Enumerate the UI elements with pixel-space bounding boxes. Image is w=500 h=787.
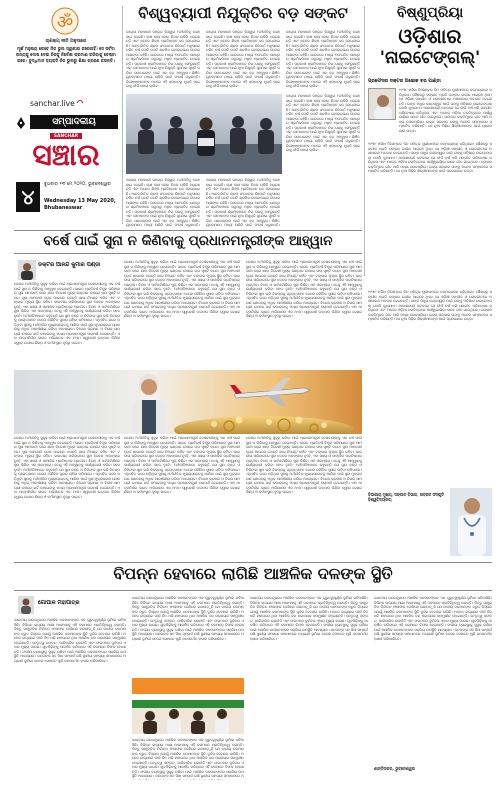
bottom-story-photo bbox=[132, 678, 244, 734]
column-divider bbox=[364, 6, 365, 276]
headline-rule bbox=[14, 562, 492, 563]
side-story-headline-line2: 'ନାଇଟେଙ୍ଗଲ୍' bbox=[379, 48, 481, 68]
main-story-photo bbox=[14, 370, 362, 434]
date-english: Wednesday 13 May 2020, Bhubaneswar bbox=[44, 198, 116, 211]
page-number: ୪ bbox=[16, 182, 40, 212]
top-story-text-col: କରୋନା ମହାମାରୀ ସମଗ୍ର ବିଶ୍ୱର ଅର୍ଥନୀତିକୁ ଦୋହଲାଇ ଦେଇଛି। ଲକ୍ଷ ଲକ୍ଷ ଲୋକ ନିଜର ଚାକିରି ହରାଇଛନ୍ତି ଏବଂ ଅନେକ ଶିଳ୍ପ ପ୍ରତିଷ୍ଠାନ ବନ୍ଦ ହୋଇଯାଇଛି। ଆନ୍ତର୍ଜାତିକ ଶ୍ରମ ସଂଗଠନର ରିପୋର୍ଟ ଅନୁସାରେ ଚଳିତ ବର୍ଷ କୋଟି କୋଟି ଶ୍ରମିକ ବେରୋଜଗାର ହେବାର ଆଶଙ୍କା ରହିଛି। ଭାରତରେ ମଧ୍ୟ ଅସଂଗଠିତ କ୍ଷେତ୍ରର ଶ୍ରମିକମାନେ ସବୁଠାରୁ ଅଧିକ ପ୍ରଭାବିତ ହୋଇଛନ୍ତି। ପ୍ରବାସୀ ଶ୍ରମିକମାନେ ନିଜ ଘରକୁ ଫେରୁଛନ୍ତି ଏବଂ ସେମାନଙ୍କ ପାଇଁ ନୂଆ ନିଯୁକ୍ତି ସୁଯୋଗ ସୃଷ୍ଟି କରିବା ସରକାରଙ୍କ ପାଇଁ ଏକ ବଡ଼ ଆହ୍ୱାନ। ଶିକ୍ଷିତ ଯୁବକମାନେ ମଧ୍ୟ ଚାକିରି ପାଇଁ ସଂଘର୍ଷ କରୁଛନ୍ତି। ବିଶେଷଜ୍ଞମାନଙ୍କ ମତରେ ଏହି ସଙ୍କଟରୁ ମୁକ୍ତି ପାଇବାକୁ ଦୀର୍ଘ ସମୟ ଲାଗିବ। bbox=[126, 30, 200, 88]
top-story bbox=[126, 6, 360, 228]
bottom-story-text-col: ଭାରତୀୟ ଗଣତନ୍ତ୍ରରେ ଆଞ୍ଚଳିକ ଦଳମାନଙ୍କର ଏକ ଗୁରୁତ୍ୱପୂର୍ଣ୍ଣ ଭୂମିକା ରହିଆସିଛି। ବିଭିନ୍ନ ରାଜ୍ୟର ଆଶା ଆକାଂକ୍ଷାକୁ ଏହି ଦଳମାନେ ପ୍ରତିନିଧିତ୍ୱ କରନ୍ତି। କିନ୍ତୁ ସାମ୍ପ୍ରତିକ ନିର୍ବାଚନ ଫଳାଫଳ ଦେଖିଲେ ଜଣାପଡ଼ୁଛି ଯେ ଜାତୀୟ ଦଳମାନଙ୍କ ଦ୍ରୁତ ବିସ୍ତାର ଯୋଗୁଁ ଆଞ୍ଚଳିକ ଦଳମାନଙ୍କ ସ୍ଥିତି ଦୁର୍ବଳ ହେବାରେ ଲାଗିଛି। ଅନେକ ରାଜ୍ୟରେ ଦୀର୍ଘ ଦିନ ଧରି କ୍ଷମତାରେ ଥିବା ଆଞ୍ଚଳିକ ଦଳ ପରାଜୟର ସମ୍ମୁଖୀନ ହୋଇଛନ୍ତି। ନେତୃତ୍ୱ ସଙ୍କଟ, ପାରିବାରିକ ରାଜନୀତି ଏବଂ ସଂଗଠନର ଦୁର୍ବଳତା ଏହାର ମୁଖ୍ୟ କାରଣ। ଯୁବପିଢ଼ିଙ୍କୁ ଆକର୍ଷିତ କରିବାରେ ଏହି ଦଳମାନେ ବିଫଳ ହେଉଛନ୍ତି। ସଂଘୀୟ ବ୍ୟବସ୍ଥାକୁ ସୁଦୃଢ଼ ରଖିବା ପାଇଁ ଆଞ୍ଚଳିକ ଦଳମାନଙ୍କର ସକ୍ରିୟ ଉପସ୍ଥିତି ଆବଶ୍ୟକ। ଜନତାଙ୍କ ସହ ସିଧା ସମ୍ପର୍କ ରଖି ସ୍ଥାନୀୟ ସମସ୍ୟା ସମାଧାନରେ ଅଗ୍ରଣୀ ଭୂମିକା ନେଲେ ସେମାନେ ପୁଣି ଜନସମର୍ଥନ ହାସଲ କରିପାରିବେ। bbox=[374, 596, 492, 641]
side-story-text: ୧୯୩୯ ମସିହା ଡିସେମ୍ବର ଦିନ ପବିତ୍ର ପୁରୀଧାମରେ ଜନ୍ମଗ୍ରହଣ କରିଥିଲେ। ଶୈଶବରୁ ସଙ୍ଗୀତ ପ୍ରତି ତାଙ୍କର ଗଭୀର ଆଗ୍ରହ ଥିଲା। ସେ ଓଡ଼ିଶୀ ସଙ୍ଗୀତ ଓ ଲୋକଗୀତରେ ଅସାଧାରଣ ଅବଦାନ ଦେଇଛନ୍ତି। ତାଙ୍କ ମଧୁର କଣ୍ଠସ୍ୱର ପାଇଁ ତାଙ୍କୁ ଓଡ଼ିଶାର ନାଇଟେଙ୍ଗଲ୍ ବୋଲି କୁହାଯାଏ। ଆକାଶବାଣୀ କଟକରେ ସେ ଦୀର୍ଘ ବର୍ଷ ଧରି ସଙ୍ଗୀତ ପରିବେଷଣ କରିଥିଲେ ଏବଂ ଅନେକ ଓଡ଼ିଆ ଚଳଚ୍ଚିତ୍ରରେ ପାର୍ଶ୍ୱଗାୟିକା ଭାବେ ଗୀତ ଗାଇଥିଲେ। ତାଙ୍କର ଭକ୍ତିମୂଳକ ଗୀତ ଆଜି ମଧ୍ୟ ଲୋକପ୍ରିୟ। ରାଜ୍ୟ ସରକାର ତାଙ୍କୁ ଅନେକ ସମ୍ମାନରେ ସମ୍ମାନିତ କରିଛନ୍ତି। ସେ ନୂଆ ପିଢ଼ିର ଶିଳ୍ପୀମାନଙ୍କ ପାଇଁ ପ୍ରେରଣାର ଉତ୍ସ। bbox=[368, 290, 492, 321]
quote-text: ମୂର୍ଖ ମନୁଷ୍ୟ କେବେ ନିଜ ଭୁଲ ସ୍ୱୀକାର କରେନାହିଁ। ସେ ସର୍ବଦା ଅନ୍ୟକୁ ଦୋଷ ଦେଇ ନିଜକୁ ନିର୍ଦ୍ଦୋଷ ପ୍ରମାଣ କରିବାକୁ ଚେଷ୍ଟା କରେ। ବୁଦ୍ଧିମାନ ବ୍ୟକ୍ତି ନିଜ ଭୁଲରୁ ଶିକ୍ଷା ଗ୍ରହଣ କରନ୍ତି। bbox=[16, 46, 116, 63]
side-story-footer: ବିଭାଗୀୟ ମୁଖ୍ୟ, ସଙ୍ଗୀତ ବିଭାଗ, ଉତ୍କଳ ସଂସ୍କୃତି ବିଶ୍ୱବିଦ୍ୟାଳୟ bbox=[368, 492, 444, 502]
date-odia: ବୁଧବାର ୧୩ ମେ ୨୦୨୦, ଭୁବନେଶ୍ୱର bbox=[44, 182, 111, 187]
side-story bbox=[368, 6, 492, 286]
bottom-story-footer: ଶାନ୍ତିନଗର, ଭୁବନେଶ୍ୱର bbox=[374, 766, 415, 771]
column-divider bbox=[122, 6, 123, 224]
main-story-text-col: ଦେଶର ଅର୍ଥନୀତିକୁ ସୁଦୃଢ଼ କରିବା ପାଇଁ ପ୍ରଧାନମନ୍ତ୍ରୀ ଦେଶବାସୀଙ୍କୁ ଏକ ବର୍ଷ ପାଇଁ ସୁନା ନ କିଣିବାକୁ ଆହ୍ୱାନ ଦେଇଛନ୍ତି। ଭାରତ ପ୍ରତିବର୍ଷ ବିପୁଳ ପରିମାଣର ସୁନା ଆମଦାନୀ କରେ ଯାହା ବିଦେଶୀ ମୁଦ୍ରା ଭଣ୍ଡାର ଉପରେ ଚାପ ସୃଷ୍ଟି କରେ। ସୁନା ଆମଦାନୀ ହ୍ରାସ ପାଇଲେ ଚଳନ୍ତି ଖାତା ନିଅଣ୍ଟ କମିବ ଏବଂ ଟଙ୍କାର ମୂଲ୍ୟ ସ୍ଥିର ରହିବ। ଭାରତୀୟ ପରିବାରରେ ସୁନା କେବଳ ଅଳଙ୍କାର ନୁହେଁ, ଏହା ସଞ୍ଚୟ ଓ ସାମାଜିକ ପ୍ରତିଷ୍ଠାର ପ୍ରତୀକ। ବିବାହ ଓ ପର୍ବପର୍ବାଣିରେ ସୁନା କିଣିବା ଏକ ପରମ୍ପରା। ତେଣୁ ଏହି ଆହ୍ୱାନକୁ କାର୍ଯ୍ୟକାରୀ କରିବା ସହଜ ନୁହେଁ। ଅର୍ଥନୀତିଜ୍ଞମାନେ କହୁଛନ୍ତି ଯେ ସୁନା ବଣ୍ଡ ଓ ଡିଜିଟାଲ ସୁନା ଭଳି ବିକଳ୍ପକୁ ପ୍ରୋତ୍ସାହନ ଦେଲେ ଭୌତିକ ସୁନାର ଚାହିଦା କମିପାରେ। ଏଥିସହିତ ଘରେ ପଡ଼ିଥିବା ସୁନାକୁ ଅର୍ଥନୀତିର ମୁଖ୍ୟସ୍ରୋତକୁ ଆଣିବା ପାଇଁ ସୁନା ମୁଦ୍ରାକରଣ ଯୋଜନାକୁ ଅଧିକ ଆକର୍ଷଣୀୟ କରିବା ଆବଶ୍ୟକ। ବିଦେଶ ଭ୍ରମଣ ଓ ବିଳାସ ସାମଗ୍ରୀ ଉପରେ ଖର୍ଚ୍ଚ କମାଇବାକୁ ମଧ୍ୟ ପ୍ରଧାନମନ୍ତ୍ରୀ ପରାମର୍ଶ ଦେଇଛନ୍ତି। ଏହା ଆତ୍ମନିର୍ଭର ଭାରତ ଅଭିଯାନର ଏକ ଅଂଶ। ସ୍ୱଦେଶୀ ଉତ୍ପାଦ କିଣିବା ଦ୍ୱାରା ଦେଶର ଶିଳ୍ପ ଓ କର୍ମସଂସ୍ଥାନ ବୃଦ୍ଧି ପାଇବ। bbox=[14, 436, 120, 499]
side-story-kicker: ବିଷ୍ଣୁପ୍ରିୟା bbox=[396, 5, 464, 21]
side-story-portrait bbox=[368, 88, 396, 120]
main-story-text-col: ଦେଶର ଅର୍ଥନୀତିକୁ ସୁଦୃଢ଼ କରିବା ପାଇଁ ପ୍ରଧାନମନ୍ତ୍ରୀ ଦେଶବାସୀଙ୍କୁ ଏକ ବର୍ଷ ପାଇଁ ସୁନା ନ କିଣିବାକୁ ଆହ୍ୱାନ ଦେଇଛନ୍ତି। ଭାରତ ପ୍ରତିବର୍ଷ ବିପୁଳ ପରିମାଣର ସୁନା ଆମଦାନୀ କରେ ଯାହା ବିଦେଶୀ ମୁଦ୍ରା ଭଣ୍ଡାର ଉପରେ ଚାପ ସୃଷ୍ଟି କରେ। ସୁନା ଆମଦାନୀ ହ୍ରାସ ପାଇଲେ ଚଳନ୍ତି ଖାତା ନିଅଣ୍ଟ କମିବ ଏବଂ ଟଙ୍କାର ମୂଲ୍ୟ ସ୍ଥିର ରହିବ। ଭାରତୀୟ ପରିବାରରେ ସୁନା କେବଳ ଅଳଙ୍କାର ନୁହେଁ, ଏହା ସଞ୍ଚୟ ଓ ସାମାଜିକ ପ୍ରତିଷ୍ଠାର ପ୍ରତୀକ। ବିବାହ ଓ ପର୍ବପର୍ବାଣିରେ ସୁନା କିଣିବା ଏକ ପରମ୍ପରା। ତେଣୁ ଏହି ଆହ୍ୱାନକୁ କାର୍ଯ୍ୟକାରୀ କରିବା ସହଜ ନୁହେଁ। ଅର୍ଥନୀତିଜ୍ଞମାନେ କହୁଛନ୍ତି ଯେ ସୁନା ବଣ୍ଡ ଓ ଡିଜିଟାଲ ସୁନା ଭଳି ବିକଳ୍ପକୁ ପ୍ରୋତ୍ସାହନ ଦେଲେ ଭୌତିକ ସୁନାର ଚାହିଦା କମିପାରେ। ଏଥିସହିତ ଘରେ ପଡ଼ିଥିବା ସୁନାକୁ ଅର୍ଥନୀତିର ମୁଖ୍ୟସ୍ରୋତକୁ ଆଣିବା ପାଇଁ ସୁନା ମୁଦ୍ରାକରଣ ଯୋଜନାକୁ ଅଧିକ ଆକର୍ଷଣୀୟ କରିବା ଆବଶ୍ୟକ। ବିଦେଶ ଭ୍ରମଣ ଓ ବିଳାସ ସାମଗ୍ରୀ ଉପରେ ଖର୍ଚ୍ଚ କମାଇବାକୁ ମଧ୍ୟ ପ୍ରଧାନମନ୍ତ୍ରୀ ପରାମର୍ଶ ଦେଇଛନ୍ତି। ଏହା ଆତ୍ମନିର୍ଭର ଭାରତ ଅଭିଯାନର ଏକ ଅଂଶ। ସ୍ୱଦେଶୀ ଉତ୍ପାଦ କିଣିବା ଦ୍ୱାରା ଦେଶର ଶିଳ୍ପ ଓ କର୍ମସଂସ୍ଥାନ ବୃଦ୍ଧି ପାଇବ। bbox=[246, 436, 362, 494]
headline-rule bbox=[14, 590, 492, 591]
side-story-continued bbox=[368, 290, 492, 562]
bottom-story-text-col: ଭାରତୀୟ ଗଣତନ୍ତ୍ରରେ ଆଞ୍ଚଳିକ ଦଳମାନଙ୍କର ଏକ ଗୁରୁତ୍ୱପୂର୍ଣ୍ଣ ଭୂମିକା ରହିଆସିଛି। ବିଭିନ୍ନ ରାଜ୍ୟର ଆଶା ଆକାଂକ୍ଷାକୁ ଏହି ଦଳମାନେ ପ୍ରତିନିଧିତ୍ୱ କରନ୍ତି। କିନ୍ତୁ ସାମ୍ପ୍ରତିକ ନିର୍ବାଚନ ଫଳାଫଳ ଦେଖିଲେ ଜଣାପଡ଼ୁଛି ଯେ ଜାତୀୟ ଦଳମାନଙ୍କ ଦ୍ରୁତ ବିସ୍ତାର ଯୋଗୁଁ ଆଞ୍ଚଳିକ ଦଳମାନଙ୍କ ସ୍ଥିତି ଦୁର୍ବଳ ହେବାରେ ଲାଗିଛି। ଅନେକ ରାଜ୍ୟରେ ଦୀର୍ଘ ଦିନ ଧରି କ୍ଷମତାରେ ଥିବା ଆଞ୍ଚଳିକ ଦଳ ପରାଜୟର ସମ୍ମୁଖୀନ ହୋଇଛନ୍ତି। ନେତୃତ୍ୱ ସଙ୍କଟ, ପାରିବାରିକ ରାଜନୀତି ଏବଂ ସଂଗଠନର ଦୁର୍ବଳତା ଏହାର ମୁଖ୍ୟ କାରଣ। ଯୁବପିଢ଼ିଙ୍କୁ ଆକର୍ଷିତ କରିବାରେ ଏହି ଦଳମାନେ ବିଫଳ ହେଉଛନ୍ତି। ସଂଘୀୟ ବ୍ୟବସ୍ଥାକୁ ସୁଦୃଢ଼ ରଖିବା ପାଇଁ ଆଞ୍ଚଳିକ ଦଳମାନଙ୍କର ସକ୍ରିୟ ଉପସ୍ଥିତି ଆବଶ୍ୟକ। ଜନତାଙ୍କ ସହ ସିଧା ସମ୍ପର୍କ ରଖି ସ୍ଥାନୀୟ ସମସ୍ୟା ସମାଧାନରେ ଅଗ୍ରଣୀ ଭୂମିକା ନେଲେ ସେମାନେ ପୁଣି ଜନସମର୍ଥନ ହାସଲ କରିପାରିବେ। bbox=[132, 596, 244, 641]
headline-rule bbox=[14, 253, 362, 254]
top-story-text-col: କରୋନା ମହାମାରୀ ସମଗ୍ର ବିଶ୍ୱର ଅର୍ଥନୀତିକୁ ଦୋହଲାଇ ଦେଇଛି। ଲକ୍ଷ ଲକ୍ଷ ଲୋକ ନିଜର ଚାକିରି ହରାଇଛନ୍ତି ଏବଂ ଅନେକ ଶିଳ୍ପ ପ୍ରତିଷ୍ଠାନ ବନ୍ଦ ହୋଇଯାଇଛି। ଆନ୍ତର୍ଜାତିକ ଶ୍ରମ ସଂଗଠନର ରିପୋର୍ଟ ଅନୁସାରେ ଚଳିତ ବର୍ଷ କୋଟି କୋଟି ଶ୍ରମିକ ବେରୋଜଗାର ହେବାର ଆଶଙ୍କା ରହିଛି। ଭାରତରେ ମଧ୍ୟ ଅସଂଗଠିତ କ୍ଷେତ୍ରର ଶ୍ରମିକମାନେ ସବୁଠାରୁ ଅଧିକ ପ୍ରଭାବିତ ହୋଇଛନ୍ତି। ପ୍ରବାସୀ ଶ୍ରମିକମାନେ ନିଜ ଘରକୁ ଫେରୁଛନ୍ତି ଏବଂ ସେମାନଙ୍କ ପାଇଁ ନୂଆ ନିଯୁକ୍ତି ସୁଯୋଗ ସୃଷ୍ଟି କରିବା ସରକାରଙ୍କ ପାଇଁ ଏକ ବଡ଼ ଆହ୍ୱାନ। ଶିକ୍ଷିତ ଯୁବକମାନେ ମଧ୍ୟ ଚାକିରି ପାଇଁ ସଂଘର୍ଷ କରୁଛନ୍ତି। ବିଶେଷଜ୍ଞମାନଙ୍କ ମତରେ ଏହି ସଙ୍କଟରୁ ମୁକ୍ତି ପାଇବାକୁ ଦୀର୍ଘ ସମୟ ଲାଗିବ। bbox=[286, 30, 360, 88]
side-story-photo bbox=[450, 488, 492, 556]
brand-logo: ସଞ୍ଚାର bbox=[32, 138, 100, 173]
main-story-text-col: ଦେଶର ଅର୍ଥନୀତିକୁ ସୁଦୃଢ଼ କରିବା ପାଇଁ ପ୍ରଧାନମନ୍ତ୍ରୀ ଦେଶବାସୀଙ୍କୁ ଏକ ବର୍ଷ ପାଇଁ ସୁନା ନ କିଣିବାକୁ ଆହ୍ୱାନ ଦେଇଛନ୍ତି। ଭାରତ ପ୍ରତିବର୍ଷ ବିପୁଳ ପରିମାଣର ସୁନା ଆମଦାନୀ କରେ ଯାହା ବିଦେଶୀ ମୁଦ୍ରା ଭଣ୍ଡାର ଉପରେ ଚାପ ସୃଷ୍ଟି କରେ। ସୁନା ଆମଦାନୀ ହ୍ରାସ ପାଇଲେ ଚଳନ୍ତି ଖାତା ନିଅଣ୍ଟ କମିବ ଏବଂ ଟଙ୍କାର ମୂଲ୍ୟ ସ୍ଥିର ରହିବ। ଭାରତୀୟ ପରିବାରରେ ସୁନା କେବଳ ଅଳଙ୍କାର ନୁହେଁ, ଏହା ସଞ୍ଚୟ ଓ ସାମାଜିକ ପ୍ରତିଷ୍ଠାର ପ୍ରତୀକ। ବିବାହ ଓ ପର୍ବପର୍ବାଣିରେ ସୁନା କିଣିବା ଏକ ପରମ୍ପରା। ତେଣୁ ଏହି ଆହ୍ୱାନକୁ କାର୍ଯ୍ୟକାରୀ କରିବା ସହଜ ନୁହେଁ। ଅର୍ଥନୀତିଜ୍ଞମାନେ କହୁଛନ୍ତି ଯେ ସୁନା ବଣ୍ଡ ଓ ଡିଜିଟାଲ ସୁନା ଭଳି ବିକଳ୍ପକୁ ପ୍ରୋତ୍ସାହନ ଦେଲେ ଭୌତିକ ସୁନାର ଚାହିଦା କମିପାରେ। ଏଥିସହିତ ଘରେ ପଡ଼ିଥିବା ସୁନାକୁ ଅର୍ଥନୀତିର ମୁଖ୍ୟସ୍ରୋତକୁ ଆଣିବା ପାଇଁ ସୁନା ମୁଦ୍ରାକରଣ ଯୋଜନାକୁ ଅଧିକ ଆକର୍ଷଣୀୟ କରିବା ଆବଶ୍ୟକ। ବିଦେଶ ଭ୍ରମଣ ଓ ବିଳାସ ସାମଗ୍ରୀ ଉପରେ ଖର୍ଚ୍ଚ କମାଇବାକୁ ମଧ୍ୟ ପ୍ରଧାନମନ୍ତ୍ରୀ ପରାମର୍ଶ ଦେଇଛନ୍ତି। ଏହା ଆତ୍ମନିର୍ଭର ଭାରତ ଅଭିଯାନର ଏକ ଅଂଶ। ସ୍ୱଦେଶୀ ଉତ୍ପାଦ କିଣିବା ଦ୍ୱାରା ଦେଶର ଶିଳ୍ପ ଓ କର୍ମସଂସ୍ଥାନ ବୃଦ୍ଧି ପାଇବ। bbox=[246, 260, 362, 318]
top-story-text-col: କରୋନା ମହାମାରୀ ସମଗ୍ର ବିଶ୍ୱର ଅର୍ଥନୀତିକୁ ଦୋହଲାଇ ଦେଇଛି। ଲକ୍ଷ ଲକ୍ଷ ଲୋକ ନିଜର ଚାକିରି ହରାଇଛନ୍ତି ଏବଂ ଅନେକ ଶିଳ୍ପ ପ୍ରତିଷ୍ଠାନ ବନ୍ଦ ହୋଇଯାଇଛି। ଆନ୍ତର୍ଜାତିକ ଶ୍ରମ ସଂଗଠନର ରିପୋର୍ଟ ଅନୁସାରେ ଚଳିତ ବର୍ଷ କୋଟି କୋଟି ଶ୍ରମିକ ବେରୋଜଗାର ହେବାର ଆଶଙ୍କା ରହିଛି। ଭାରତରେ ମଧ୍ୟ ଅସଂଗଠିତ କ୍ଷେତ୍ରର ଶ୍ରମିକମାନେ ସବୁଠାରୁ ଅଧିକ ପ୍ରଭାବିତ ହୋଇଛନ୍ତି। ପ୍ରବାସୀ ଶ୍ରମିକମାନେ ନିଜ ଘରକୁ ଫେରୁଛନ୍ତି ଏବଂ ସେମାନଙ୍କ ପାଇଁ ନୂଆ ନିଯୁକ୍ତି ସୁଯୋଗ ସୃଷ୍ଟି କରିବା ସରକାରଙ୍କ ପାଇଁ ଏକ ବଡ଼ ଆହ୍ୱାନ। ଶିକ୍ଷିତ ଯୁବକମାନେ ମଧ୍ୟ ଚାକିରି ପାଇଁ ସଂଘର୍ଷ କରୁଛନ୍ତି। bbox=[206, 178, 280, 227]
brand-tag: SANCHAR bbox=[50, 133, 82, 139]
top-story-photo bbox=[126, 94, 282, 174]
bottom-story-byline: ଗୋପାଳ ମହାପାତ୍ର bbox=[38, 600, 80, 606]
website-url[interactable]: sanchar.live bbox=[30, 98, 75, 108]
side-story-headline-line1: ଓଡ଼ିଶାର bbox=[398, 24, 462, 48]
bottom-story-text-col: ଭାରତୀୟ ଗଣତନ୍ତ୍ରରେ ଆଞ୍ଚଳିକ ଦଳମାନଙ୍କର ଏକ ଗୁରୁତ୍ୱପୂର୍ଣ୍ଣ ଭୂମିକା ରହିଆସିଛି। ବିଭିନ୍ନ ରାଜ୍ୟର ଆଶା ଆକାଂକ୍ଷାକୁ ଏହି ଦଳମାନେ ପ୍ରତିନିଧିତ୍ୱ କରନ୍ତି। କିନ୍ତୁ ସାମ୍ପ୍ରତିକ ନିର୍ବାଚନ ଫଳାଫଳ ଦେଖିଲେ ଜଣାପଡ଼ୁଛି ଯେ ଜାତୀୟ ଦଳମାନଙ୍କ ଦ୍ରୁତ ବିସ୍ତାର ଯୋଗୁଁ ଆଞ୍ଚଳିକ ଦଳମାନଙ୍କ ସ୍ଥିତି ଦୁର୍ବଳ ହେବାରେ ଲାଗିଛି। ଅନେକ ରାଜ୍ୟରେ ଦୀର୍ଘ ଦିନ ଧରି କ୍ଷମତାରେ ଥିବା ଆଞ୍ଚଳିକ ଦଳ ପରାଜୟର ସମ୍ମୁଖୀନ ହୋଇଛନ୍ତି। ନେତୃତ୍ୱ ସଙ୍କଟ, ପାରିବାରିକ ରାଜନୀତି ଏବଂ ସଂଗଠନର ଦୁର୍ବଳତା ଏହାର ମୁଖ୍ୟ କାରଣ। ଯୁବପିଢ଼ିଙ୍କୁ ଆକର୍ଷିତ କରିବାରେ ଏହି ଦଳମାନେ ବିଫଳ ହେଉଛନ୍ତି। ସଂଘୀୟ ବ୍ୟବସ୍ଥାକୁ ସୁଦୃଢ଼ ରଖିବା ପାଇଁ ଆଞ୍ଚଳିକ ଦଳମାନଙ୍କର ସକ୍ରିୟ ଉପସ୍ଥିତି ଆବଶ୍ୟକ। ଜନତାଙ୍କ ସହ ସିଧା ସମ୍ପର୍କ ରଖି ସ୍ଥାନୀୟ ସମସ୍ୟା ସମାଧାନରେ ଅଗ୍ରଣୀ ଭୂମିକା ନେଲେ ସେମାନେ ପୁଣି ଜନସମର୍ଥନ ହାସଲ କରିପାରିବେ। bbox=[250, 596, 368, 641]
main-story-author-photo bbox=[18, 260, 36, 280]
main-story bbox=[14, 230, 362, 560]
quote-heading: ଚାଣକ୍ୟ ନୀତି ଅନୁସାରେ bbox=[45, 39, 87, 44]
bottom-story-headline: ବିପନ୍ନ ହେବାରେ ଲାଗିଛି ଆଞ୍ଚଳିକ ଦଳଙ୍କ ସ୍ଥିତି bbox=[113, 564, 393, 583]
top-story-headline: ବିଶ୍ୱବ୍ୟାପୀ ନିଯୁକ୍ତିର ବଡ଼ ସଙ୍କଟ bbox=[138, 4, 348, 22]
bottom-story-author-photo bbox=[18, 596, 34, 614]
svg-text:ॐ: ॐ bbox=[56, 12, 74, 33]
om-symbol-icon bbox=[48, 6, 82, 36]
side-story-text: ୧୯୩୯ ମସିହା ଡିସେମ୍ବର ଦିନ ପବିତ୍ର ପୁରୀଧାମରେ ଜନ୍ମଗ୍ରହଣ କରିଥିଲେ। ଶୈଶବରୁ ସଙ୍ଗୀତ ପ୍ରତି ତାଙ୍କର ଗଭୀର ଆଗ୍ରହ ଥିଲା। ସେ ଓଡ଼ିଶୀ ସଙ୍ଗୀତ ଓ ଲୋକଗୀତରେ ଅସାଧାରଣ ଅବଦାନ ଦେଇଛନ୍ତି। ତାଙ୍କ ମଧୁର କଣ୍ଠସ୍ୱର ପାଇଁ ତାଙ୍କୁ ଓଡ଼ିଶାର ନାଇଟେଙ୍ଗଲ୍ ବୋଲି କୁହାଯାଏ। ଆକାଶବାଣୀ କଟକରେ ସେ ଦୀର୍ଘ ବର୍ଷ ଧରି ସଙ୍ଗୀତ ପରିବେଷଣ କରିଥିଲେ ଏବଂ ଅନେକ ଓଡ଼ିଆ ଚଳଚ୍ଚିତ୍ରରେ ପାର୍ଶ୍ୱଗାୟିକା ଭାବେ ଗୀତ ଗାଇଥିଲେ। ତାଙ୍କର ଭକ୍ତିମୂଳକ ଗୀତ ଆଜି ମଧ୍ୟ ଲୋକପ୍ରିୟ। ରାଜ୍ୟ ସରକାର ତାଙ୍କୁ ଅନେକ ସମ୍ମାନରେ ସମ୍ମାନିତ କରିଛନ୍ତି। ସେ ନୂଆ ପିଢ଼ିର ଶିଳ୍ପୀମାନଙ୍କ ପାଇଁ ପ୍ରେରଣାର ଉତ୍ସ। bbox=[399, 88, 492, 133]
wifi-icon bbox=[75, 99, 83, 107]
side-story-byline: ପ୍ରଫେସର ଡକ୍ଟର ଅଶୋକ ବର ପାଣ୍ଡା bbox=[368, 79, 441, 84]
top-story-text-col: କରୋନା ମହାମାରୀ ସମଗ୍ର ବିଶ୍ୱର ଅର୍ଥନୀତିକୁ ଦୋହଲାଇ ଦେଇଛି। ଲକ୍ଷ ଲକ୍ଷ ଲୋକ ନିଜର ଚାକିରି ହରାଇଛନ୍ତି ଏବଂ ଅନେକ ଶିଳ୍ପ ପ୍ରତିଷ୍ଠାନ ବନ୍ଦ ହୋଇଯାଇଛି। ଆନ୍ତର୍ଜାତିକ ଶ୍ରମ ସଂଗଠନର ରିପୋର୍ଟ ଅନୁସାରେ ଚଳିତ ବର୍ଷ କୋଟି କୋଟି ଶ୍ରମିକ ବେରୋଜଗାର ହେବାର ଆଶଙ୍କା ରହିଛି। ଭାରତରେ ମଧ୍ୟ ଅସଂଗଠିତ କ୍ଷେତ୍ରର ଶ୍ରମିକମାନେ ସବୁଠାରୁ ଅଧିକ ପ୍ରଭାବିତ ହୋଇଛନ୍ତି। ପ୍ରବାସୀ ଶ୍ରମିକମାନେ ନିଜ ଘରକୁ ଫେରୁଛନ୍ତି ଏବଂ ସେମାନଙ୍କ ପାଇଁ ନୂଆ ନିଯୁକ୍ତି ସୁଯୋଗ ସୃଷ୍ଟି କରିବା ସରକାରଙ୍କ ପାଇଁ ଏକ ବଡ଼ ଆହ୍ୱାନ। ଶିକ୍ଷିତ ଯୁବକମାନେ ମଧ୍ୟ ଚାକିରି ପାଇଁ ସଂଘର୍ଷ କରୁଛନ୍ତି। ବିଶେଷଜ୍ଞମାନଙ୍କ ମତରେ ଏହି ସଙ୍କଟରୁ ମୁକ୍ତି ପାଇବାକୁ ଦୀର୍ଘ ସମୟ ଲାଗିବ। bbox=[206, 30, 280, 88]
website-label bbox=[30, 97, 110, 109]
bottom-story-text-col: ଭାରତୀୟ ଗଣତନ୍ତ୍ରରେ ଆଞ୍ଚଳିକ ଦଳମାନଙ୍କର ଏକ ଗୁରୁତ୍ୱପୂର୍ଣ୍ଣ ଭୂମିକା ରହିଆସିଛି। ବିଭିନ୍ନ ରାଜ୍ୟର ଆଶା ଆକାଂକ୍ଷାକୁ ଏହି ଦଳମାନେ ପ୍ରତିନିଧିତ୍ୱ କରନ୍ତି। କିନ୍ତୁ ସାମ୍ପ୍ରତିକ ନିର୍ବାଚନ ଫଳାଫଳ ଦେଖିଲେ ଜଣାପଡ଼ୁଛି ଯେ ଜାତୀୟ ଦଳମାନଙ୍କ ଦ୍ରୁତ ବିସ୍ତାର ଯୋଗୁଁ ଆଞ୍ଚଳିକ ଦଳମାନଙ୍କ ସ୍ଥିତି ଦୁର୍ବଳ ହେବାରେ ଲାଗିଛି। ଅନେକ ରାଜ୍ୟରେ ଦୀର୍ଘ ଦିନ ଧରି କ୍ଷମତାରେ ଥିବା ଆଞ୍ଚଳିକ ଦଳ ପରାଜୟର ସମ୍ମୁଖୀନ ହୋଇଛନ୍ତି। ନେତୃତ୍ୱ ସଙ୍କଟ, ପାରିବାରିକ ରାଜନୀତି ଏବଂ ସଂଗଠନର ଦୁର୍ବଳତା ଏହାର ମୁଖ୍ୟ କାରଣ। ଯୁବପିଢ଼ିଙ୍କୁ ଆକର୍ଷିତ କରିବାରେ ଏହି ଦଳମାନେ ବିଫଳ ହେଉଛନ୍ତି। ସଂଘୀୟ ବ୍ୟବସ୍ଥାକୁ ସୁଦୃଢ଼ ରଖିବା ପାଇଁ ଆଞ୍ଚଳିକ ଦଳମାନଙ୍କର ସକ୍ରିୟ ଉପସ୍ଥିତି ଆବଶ୍ୟକ। ଜନତାଙ୍କ ସହ ସିଧା ସମ୍ପର୍କ ରଖି ସ୍ଥାନୀୟ ସମସ୍ୟା ସମାଧାନରେ ଅଗ୍ରଣୀ ଭୂମିକା ନେଲେ ସେମାନେ ପୁଣି ଜନସମର୍ଥନ ହାସଲ କରିପାରିବେ। bbox=[14, 618, 126, 663]
bottom-story bbox=[14, 562, 492, 782]
headline-rule bbox=[14, 230, 362, 231]
main-story-byline: ଡକ୍ଟର ଆନନ୍ଦ କୁମାର ପଣ୍ଡା bbox=[38, 262, 101, 268]
top-story-text-col: କରୋନା ମହାମାରୀ ସମଗ୍ର ବିଶ୍ୱର ଅର୍ଥନୀତିକୁ ଦୋହଲାଇ ଦେଇଛି। ଲକ୍ଷ ଲକ୍ଷ ଲୋକ ନିଜର ଚାକିରି ହରାଇଛନ୍ତି ଏବଂ ଅନେକ ଶିଳ୍ପ ପ୍ରତିଷ୍ଠାନ ବନ୍ଦ ହୋଇଯାଇଛି। ଆନ୍ତର୍ଜାତିକ ଶ୍ରମ ସଂଗଠନର ରିପୋର୍ଟ ଅନୁସାରେ ଚଳିତ ବର୍ଷ କୋଟି କୋଟି ଶ୍ରମିକ ବେରୋଜଗାର ହେବାର ଆଶଙ୍କା ରହିଛି। ଭାରତରେ ମଧ୍ୟ ଅସଂଗଠିତ କ୍ଷେତ୍ରର ଶ୍ରମିକମାନେ ସବୁଠାରୁ ଅଧିକ ପ୍ରଭାବିତ ହୋଇଛନ୍ତି। ପ୍ରବାସୀ ଶ୍ରମିକମାନେ ନିଜ ଘରକୁ ଫେରୁଛନ୍ତି ଏବଂ ସେମାନଙ୍କ ପାଇଁ ନୂଆ ନିଯୁକ୍ତି ସୁଯୋଗ ସୃଷ୍ଟି କରିବା ସରକାରଙ୍କ ପାଇଁ ଏକ ବଡ଼ ଆହ୍ୱାନ। ଶିକ୍ଷିତ ଯୁବକମାନେ ମଧ୍ୟ ଚାକିରି ପାଇଁ ସଂଘର୍ଷ କରୁଛନ୍ତି। ବିଶେଷଜ୍ଞମାନଙ୍କ ମତରେ ଏହି ସଙ୍କଟରୁ ମୁକ୍ତି ପାଇବାକୁ ଦୀର୍ଘ ସମୟ ଲାଗିବ। bbox=[286, 94, 360, 152]
section-label: ସମ୍ପାଦକୀୟ bbox=[30, 115, 118, 129]
masthead-panel bbox=[14, 6, 118, 224]
pen-nib-icon bbox=[14, 115, 28, 129]
main-story-headline: ବର୍ଷେ ପାଇଁ ସୁନା ନ କିଣିବାକୁ ପ୍ରଧାନମନ୍ତ୍ରୀଙ୍କ ଆହ୍ୱାନ bbox=[43, 233, 333, 249]
section-label-box bbox=[14, 113, 118, 130]
main-story-text-col: ଦେଶର ଅର୍ଥନୀତିକୁ ସୁଦୃଢ଼ କରିବା ପାଇଁ ପ୍ରଧାନମନ୍ତ୍ରୀ ଦେଶବାସୀଙ୍କୁ ଏକ ବର୍ଷ ପାଇଁ ସୁନା ନ କିଣିବାକୁ ଆହ୍ୱାନ ଦେଇଛନ୍ତି। ଭାରତ ପ୍ରତିବର୍ଷ ବିପୁଳ ପରିମାଣର ସୁନା ଆମଦାନୀ କରେ ଯାହା ବିଦେଶୀ ମୁଦ୍ରା ଭଣ୍ଡାର ଉପରେ ଚାପ ସୃଷ୍ଟି କରେ। ସୁନା ଆମଦାନୀ ହ୍ରାସ ପାଇଲେ ଚଳନ୍ତି ଖାତା ନିଅଣ୍ଟ କମିବ ଏବଂ ଟଙ୍କାର ମୂଲ୍ୟ ସ୍ଥିର ରହିବ। ଭାରତୀୟ ପରିବାରରେ ସୁନା କେବଳ ଅଳଙ୍କାର ନୁହେଁ, ଏହା ସଞ୍ଚୟ ଓ ସାମାଜିକ ପ୍ରତିଷ୍ଠାର ପ୍ରତୀକ। ବିବାହ ଓ ପର୍ବପର୍ବାଣିରେ ସୁନା କିଣିବା ଏକ ପରମ୍ପରା। ତେଣୁ ଏହି ଆହ୍ୱାନକୁ କାର୍ଯ୍ୟକାରୀ କରିବା ସହଜ ନୁହେଁ। ଅର୍ଥନୀତିଜ୍ଞମାନେ କହୁଛନ୍ତି ଯେ ସୁନା ବଣ୍ଡ ଓ ଡିଜିଟାଲ ସୁନା ଭଳି ବିକଳ୍ପକୁ ପ୍ରୋତ୍ସାହନ ଦେଲେ ଭୌତିକ ସୁନାର ଚାହିଦା କମିପାରେ। ଏଥିସହିତ ଘରେ ପଡ଼ିଥିବା ସୁନାକୁ ଅର୍ଥନୀତିର ମୁଖ୍ୟସ୍ରୋତକୁ ଆଣିବା ପାଇଁ ସୁନା ମୁଦ୍ରାକରଣ ଯୋଜନାକୁ ଅଧିକ ଆକର୍ଷଣୀୟ କରିବା ଆବଶ୍ୟକ। ବିଦେଶ ଭ୍ରମଣ ଓ ବିଳାସ ସାମଗ୍ରୀ ଉପରେ ଖର୍ଚ୍ଚ କମାଇବାକୁ ମଧ୍ୟ ପ୍ରଧାନମନ୍ତ୍ରୀ ପରାମର୍ଶ ଦେଇଛନ୍ତି। ଏହା ଆତ୍ମନିର୍ଭର ଭାରତ ଅଭିଯାନର ଏକ ଅଂଶ। ସ୍ୱଦେଶୀ ଉତ୍ପାଦ କିଣିବା ଦ୍ୱାରା ଦେଶର ଶିଳ୍ପ ଓ କର୍ମସଂସ୍ଥାନ ବୃଦ୍ଧି ପାଇବ। bbox=[124, 260, 240, 318]
side-story-text: ୧୯୩୯ ମସିହା ଡିସେମ୍ବର ଦିନ ପବିତ୍ର ପୁରୀଧାମରେ ଜନ୍ମଗ୍ରହଣ କରିଥିଲେ। ଶୈଶବରୁ ସଙ୍ଗୀତ ପ୍ରତି ତାଙ୍କର ଗଭୀର ଆଗ୍ରହ ଥିଲା। ସେ ଓଡ଼ିଶୀ ସଙ୍ଗୀତ ଓ ଲୋକଗୀତରେ ଅସାଧାରଣ ଅବଦାନ ଦେଇଛନ୍ତି। ତାଙ୍କ ମଧୁର କଣ୍ଠସ୍ୱର ପାଇଁ ତାଙ୍କୁ ଓଡ଼ିଶାର ନାଇଟେଙ୍ଗଲ୍ ବୋଲି କୁହାଯାଏ। ଆକାଶବାଣୀ କଟକରେ ସେ ଦୀର୍ଘ ବର୍ଷ ଧରି ସଙ୍ଗୀତ ପରିବେଷଣ କରିଥିଲେ ଏବଂ ଅନେକ ଓଡ଼ିଆ ଚଳଚ୍ଚିତ୍ରରେ ପାର୍ଶ୍ୱଗାୟିକା ଭାବେ ଗୀତ ଗାଇଥିଲେ। ତାଙ୍କର ଭକ୍ତିମୂଳକ ଗୀତ ଆଜି ମଧ୍ୟ ଲୋକପ୍ରିୟ। ରାଜ୍ୟ ସରକାର ତାଙ୍କୁ ଅନେକ ସମ୍ମାନରେ ସମ୍ମାନିତ କରିଛନ୍ତି। ସେ ନୂଆ ପିଢ଼ିର ଶିଳ୍ପୀମାନଙ୍କ ପାଇଁ ପ୍ରେରଣାର ଉତ୍ସ। bbox=[368, 142, 492, 173]
bottom-story-text-col: ଭାରତୀୟ ଗଣତନ୍ତ୍ରରେ ଆଞ୍ଚଳିକ ଦଳମାନଙ୍କର ଏକ ଗୁରୁତ୍ୱପୂର୍ଣ୍ଣ ଭୂମିକା ରହିଆସିଛି। ବିଭିନ୍ନ ରାଜ୍ୟର ଆଶା ଆକାଂକ୍ଷାକୁ ଏହି ଦଳମାନେ ପ୍ରତିନିଧିତ୍ୱ କରନ୍ତି। କିନ୍ତୁ ସାମ୍ପ୍ରତିକ ନିର୍ବାଚନ ଫଳାଫଳ ଦେଖିଲେ ଜଣାପଡ଼ୁଛି ଯେ ଜାତୀୟ ଦଳମାନଙ୍କ ଦ୍ରୁତ ବିସ୍ତାର ଯୋଗୁଁ ଆଞ୍ଚଳିକ ଦଳମାନଙ୍କ ସ୍ଥିତି ଦୁର୍ବଳ ହେବାରେ ଲାଗିଛି। ଅନେକ ରାଜ୍ୟରେ ଦୀର୍ଘ ଦିନ ଧରି କ୍ଷମତାରେ ଥିବା ଆଞ୍ଚଳିକ ଦଳ ପରାଜୟର ସମ୍ମୁଖୀନ ହୋଇଛନ୍ତି। ନେତୃତ୍ୱ ସଙ୍କଟ, ପାରିବାରିକ ରାଜନୀତି ଏବଂ ସଂଗଠନର ଦୁର୍ବଳତା ଏହାର ମୁଖ୍ୟ କାରଣ। ଯୁବପିଢ଼ିଙ୍କୁ ଆକର୍ଷିତ କରିବାରେ ଏହି ଦଳମାନେ ବିଫଳ ହେଉଛନ୍ତି। ସଂଘୀୟ ବ୍ୟବସ୍ଥାକୁ ସୁଦୃଢ଼ ରଖିବା ପାଇଁ ଆଞ୍ଚଳିକ ଦଳମାନଙ୍କର ସକ୍ରିୟ ଉପସ୍ଥିତି ଆବଶ୍ୟକ। ଜନତାଙ୍କ ସହ ସିଧା ସମ୍ପର୍କ ରଖି ସ୍ଥାନୀୟ ସମସ୍ୟା ସମାଧାନରେ ଅ bbox=[132, 738, 244, 778]
main-story-text-col: ଦେଶର ଅର୍ଥନୀତିକୁ ସୁଦୃଢ଼ କରିବା ପାଇଁ ପ୍ରଧାନମନ୍ତ୍ରୀ ଦେଶବାସୀଙ୍କୁ ଏକ ବର୍ଷ ପାଇଁ ସୁନା ନ କିଣିବାକୁ ଆହ୍ୱାନ ଦେଇଛନ୍ତି। ଭାରତ ପ୍ରତିବର୍ଷ ବିପୁଳ ପରିମାଣର ସୁନା ଆମଦାନୀ କରେ ଯାହା ବିଦେଶୀ ମୁଦ୍ରା ଭଣ୍ଡାର ଉପରେ ଚାପ ସୃଷ୍ଟି କରେ। ସୁନା ଆମଦାନୀ ହ୍ରାସ ପାଇଲେ ଚଳନ୍ତି ଖାତା ନିଅଣ୍ଟ କମିବ ଏବଂ ଟଙ୍କାର ମୂଲ୍ୟ ସ୍ଥିର ରହିବ। ଭାରତୀୟ ପରିବାରରେ ସୁନା କେବଳ ଅଳଙ୍କାର ନୁହେଁ, ଏହା ସଞ୍ଚୟ ଓ ସାମାଜିକ ପ୍ରତିଷ୍ଠାର ପ୍ରତୀକ। ବିବାହ ଓ ପର୍ବପର୍ବାଣିରେ ସୁନା କିଣିବା ଏକ ପରମ୍ପରା। ତେଣୁ ଏହି ଆହ୍ୱାନକୁ କାର୍ଯ୍ୟକାରୀ କରିବା ସହଜ ନୁହେଁ। ଅର୍ଥନୀତିଜ୍ଞମାନେ କହୁଛନ୍ତି ଯେ ସୁନା ବଣ୍ଡ ଓ ଡିଜିଟାଲ ସୁନା ଭଳି ବିକଳ୍ପକୁ ପ୍ରୋତ୍ସାହନ ଦେଲେ ଭୌତିକ ସୁନାର ଚାହିଦା କମିପାରେ। ଏଥିସହିତ ଘରେ ପଡ଼ିଥିବା ସୁନାକୁ ଅର୍ଥନୀତିର ମୁଖ୍ୟସ୍ରୋତକୁ ଆଣିବା ପାଇଁ ସୁନା ମୁଦ୍ରାକରଣ ଯୋଜନାକୁ ଅଧିକ ଆକର୍ଷଣୀୟ କରିବା ଆବଶ୍ୟକ। ବିଦେଶ ଭ୍ରମଣ ଓ ବିଳାସ ସାମଗ୍ରୀ ଉପରେ ଖର୍ଚ୍ଚ କମାଇବାକୁ ମଧ୍ୟ ପ୍ରଧାନମନ୍ତ୍ରୀ ପରାମର୍ଶ ଦେଇଛନ୍ତି। ଏହା ଆତ୍ମନିର୍ଭର ଭାରତ ଅଭିଯାନର ଏକ ଅଂଶ। ସ୍ୱଦେଶୀ ଉତ୍ପାଦ କିଣିବା ଦ୍ୱାରା ଦେଶର ଶିଳ୍ପ ଓ କର୍ମସଂସ୍ଥାନ ବୃଦ୍ଧି ପାଇବ। bbox=[124, 436, 240, 494]
top-story-text-col: କରୋନା ମହାମାରୀ ସମଗ୍ର ବିଶ୍ୱର ଅର୍ଥନୀତିକୁ ଦୋହଲାଇ ଦେଇଛି। ଲକ୍ଷ ଲକ୍ଷ ଲୋକ ନିଜର ଚାକିରି ହରାଇଛନ୍ତି ଏବଂ ଅନେକ ଶିଳ୍ପ ପ୍ରତିଷ୍ଠାନ ବନ୍ଦ ହୋଇଯାଇଛି। ଆନ୍ତର୍ଜାତିକ ଶ୍ରମ ସଂଗଠନର ରିପୋର୍ଟ ଅନୁସାରେ ଚଳିତ ବର୍ଷ କୋଟି କୋଟି ଶ୍ରମିକ ବେରୋଜଗାର ହେବାର ଆଶଙ୍କା ରହିଛି। ଭାରତରେ ମଧ୍ୟ ଅସଂଗଠିତ କ୍ଷେତ୍ରର ଶ୍ରମିକମାନେ ସବୁଠାରୁ ଅଧିକ ପ୍ରଭାବିତ ହୋଇଛନ୍ତି। ପ୍ରବାସୀ ଶ୍ରମିକମାନେ ନିଜ ଘରକୁ ଫେରୁଛନ୍ତି ଏବଂ ସେମାନଙ୍କ ପାଇଁ ନୂଆ ନିଯୁକ୍ତି ସୁଯୋଗ ସୃଷ୍ଟି କରିବା ସରକାରଙ୍କ ପାଇଁ ଏକ ବଡ଼ ଆହ୍ୱାନ। ଶିକ୍ଷିତ ଯୁବକମାନେ ମଧ୍ୟ ଚାକିରି ପାଇଁ ସଂଘର୍ଷ କରୁଛନ୍ତି। bbox=[126, 178, 200, 227]
main-story-text-col: ଦେଶର ଅର୍ଥନୀତିକୁ ସୁଦୃଢ଼ କରିବା ପାଇଁ ପ୍ରଧାନମନ୍ତ୍ରୀ ଦେଶବାସୀଙ୍କୁ ଏକ ବର୍ଷ ପାଇଁ ସୁନା ନ କିଣିବାକୁ ଆହ୍ୱାନ ଦେଇଛନ୍ତି। ଭାରତ ପ୍ରତିବର୍ଷ ବିପୁଳ ପରିମାଣର ସୁନା ଆମଦାନୀ କରେ ଯାହା ବିଦେଶୀ ମୁଦ୍ରା ଭଣ୍ଡାର ଉପରେ ଚାପ ସୃଷ୍ଟି କରେ। ସୁନା ଆମଦାନୀ ହ୍ରାସ ପାଇଲେ ଚଳନ୍ତି ଖାତା ନିଅଣ୍ଟ କମିବ ଏବଂ ଟଙ୍କାର ମୂଲ୍ୟ ସ୍ଥିର ରହିବ। ଭାରତୀୟ ପରିବାରରେ ସୁନା କେବଳ ଅଳଙ୍କାର ନୁହେଁ, ଏହା ସଞ୍ଚୟ ଓ ସାମାଜିକ ପ୍ରତିଷ୍ଠାର ପ୍ରତୀକ। ବିବାହ ଓ ପର୍ବପର୍ବାଣିରେ ସୁନା କିଣିବା ଏକ ପରମ୍ପରା। ତେଣୁ ଏହି ଆହ୍ୱାନକୁ କାର୍ଯ୍ୟକାରୀ କରିବା ସହଜ ନୁହେଁ। ଅର୍ଥନୀତିଜ୍ଞମାନେ କହୁଛନ୍ତି ଯେ ସୁନା ବଣ୍ଡ ଓ ଡିଜିଟାଲ ସୁନା ଭଳି ବିକଳ୍ପକୁ ପ୍ରୋତ୍ସାହନ ଦେଲେ ଭୌତିକ ସୁନାର ଚାହିଦା କମିପାରେ। ଏଥିସହିତ ଘରେ ପଡ଼ିଥିବା ସୁନାକୁ ଅର୍ଥନୀତିର ମୁଖ୍ୟସ୍ରୋତକୁ ଆଣିବା ପାଇଁ ସୁନା ମୁଦ୍ରାକରଣ ଯୋଜନାକୁ ଅଧିକ ଆକର୍ଷଣୀୟ କରିବା ଆବଶ୍ୟକ। ବିଦେଶ ଭ୍ରମଣ ଓ ବିଳାସ ସାମଗ୍ରୀ ଉପରେ ଖର୍ଚ୍ଚ କମାଇବାକୁ ମଧ୍ୟ ପ୍ରଧାନମନ୍ତ୍ରୀ ପରାମର୍ଶ ଦେଇଛନ୍ତି। ଏହା ଆତ୍ମନିର୍ଭର ଭାରତ ଅଭିଯାନର ଏକ ଅଂଶ। ସ୍ୱଦେଶୀ ଉତ୍ପାଦ କିଣିବା ଦ୍ୱାରା ଦେଶର ଶିଳ୍ପ ଓ କର୍ମସଂସ୍ଥାନ ବୃଦ୍ଧି ପାଇବ। bbox=[14, 282, 120, 345]
